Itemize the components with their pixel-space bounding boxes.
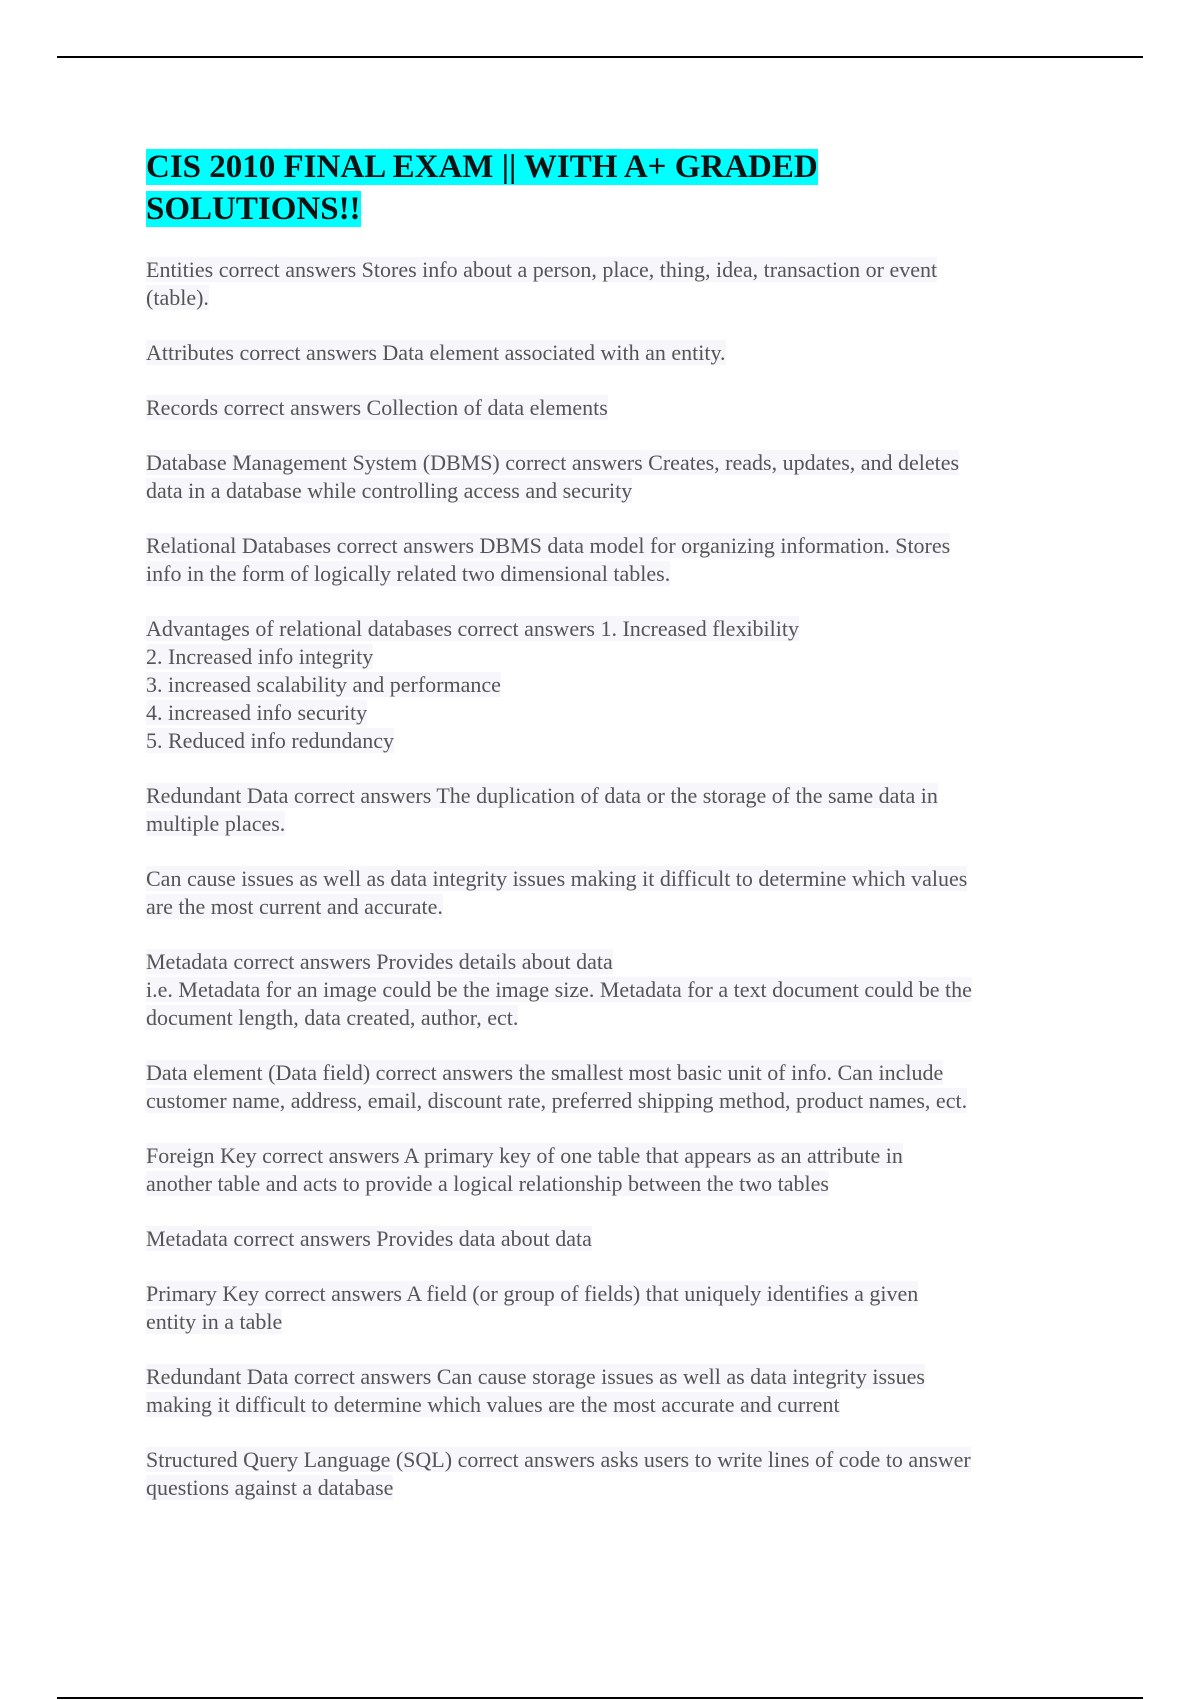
qa-entry-text: another table and acts to provide a logical relationship between the two tables [146,1171,829,1196]
qa-entry-line [146,560,1066,588]
qa-entry-text: customer name, address, email, discount rate, preferred shipping method, product names, ect. [146,1088,968,1113]
footer-rule [57,1697,1143,1699]
qa-entry-line [146,1308,1066,1336]
qa-entry [146,948,1066,1032]
qa-entry-text: Structured Query Language (SQL) correct answers asks users to write lines of code to answer [146,1447,971,1472]
qa-entry [146,532,1066,588]
qa-entry-text: Metadata correct answers Provides data about data [146,1226,592,1251]
qa-entry-line [146,643,1066,671]
qa-entry [146,339,1066,367]
qa-entry-text: Data element (Data field) correct answers the smallest most basic unit of info. Can include [146,1060,944,1085]
qa-entry-text: Advantages of relational databases correct answers 1. Increased flexibility [146,616,800,641]
qa-entry-text: 4. increased info security [146,700,368,725]
qa-entry-line [146,699,1066,727]
qa-entry-text: entity in a table [146,1309,283,1334]
qa-entry-line [146,1391,1066,1419]
qa-entry-line [146,339,1066,367]
qa-entry-list [146,256,1066,1502]
qa-entry-line [146,532,1066,560]
qa-entry-text: (table). [146,285,209,310]
qa-entry-text: Redundant Data correct answers The duplication of data or the storage of the same data in [146,783,938,808]
qa-entry-line [146,1004,1066,1032]
qa-entry-line [146,256,1066,284]
qa-entry-line [146,394,1066,422]
qa-entry-line [146,284,1066,312]
header-rule [57,56,1143,58]
qa-entry-text: 3. increased scalability and performance [146,672,501,697]
qa-entry-text: are the most current and accurate. [146,894,443,919]
qa-entry [146,256,1066,312]
qa-entry-line [146,1446,1066,1474]
qa-entry-text: Primary Key correct answers A field (or group of fields) that uniquely identifies a given [146,1281,919,1306]
qa-entry-line [146,615,1066,643]
qa-entry-text: info in the form of logically related two dimensional tables. [146,561,671,586]
document-page [146,146,1066,1529]
qa-entry-line [146,976,1066,1004]
qa-entry-text: making it difficult to determine which values are the most accurate and current [146,1392,840,1417]
qa-entry [146,865,1066,921]
qa-entry-text: Attributes correct answers Data element associated with an entity. [146,340,726,365]
qa-entry [146,1225,1066,1253]
qa-entry [146,615,1066,755]
document-title [146,146,1066,230]
qa-entry [146,394,1066,422]
qa-entry-line [146,1363,1066,1391]
qa-entry-line [146,948,1066,976]
qa-entry-line [146,1280,1066,1308]
qa-entry-line [146,810,1066,838]
qa-entry-text: Metadata correct answers Provides details about data [146,949,613,974]
qa-entry-line [146,477,1066,505]
qa-entry [146,1059,1066,1115]
qa-entry [146,449,1066,505]
qa-entry-line [146,865,1066,893]
qa-entry-line [146,1225,1066,1253]
qa-entry [146,1363,1066,1419]
qa-entry-text: Relational Databases correct answers DBMS data model for organizing information. Stores [146,533,951,558]
qa-entry-text: document length, data created, author, ect. [146,1005,519,1030]
qa-entry-line [146,1142,1066,1170]
qa-entry-text: data in a database while controlling access and security [146,478,633,503]
qa-entry-text: multiple places. [146,811,286,836]
qa-entry [146,1280,1066,1336]
qa-entry-line [146,1087,1066,1115]
qa-entry-text: 5. Reduced info redundancy [146,728,395,753]
qa-entry-text: Redundant Data correct answers Can cause storage issues as well as data integrity issues [146,1364,925,1389]
qa-entry-line [146,893,1066,921]
qa-entry-line [146,449,1066,477]
qa-entry-text: Entities correct answers Stores info about a person, place, thing, idea, transaction or event [146,257,938,282]
qa-entry-text: Foreign Key correct answers A primary key of one table that appears as an attribute in [146,1143,903,1168]
qa-entry-line [146,671,1066,699]
qa-entry-text: i.e. Metadata for an image could be the image size. Metadata for a text document could be the [146,977,972,1002]
qa-entry-line [146,727,1066,755]
qa-entry-text: 2. Increased info integrity [146,644,374,669]
qa-entry-line [146,782,1066,810]
document-title-line-1: CIS 2010 FINAL EXAM || WITH A+ GRADED [146,149,818,185]
qa-entry [146,1142,1066,1198]
qa-entry-line [146,1059,1066,1087]
document-title-line-2: SOLUTIONS!! [146,191,361,227]
qa-entry-text: Database Management System (DBMS) correct answers Creates, reads, updates, and deletes [146,450,960,475]
qa-entry [146,1446,1066,1502]
qa-entry-line [146,1170,1066,1198]
qa-entry-line [146,1474,1066,1502]
qa-entry [146,782,1066,838]
qa-entry-text: Can cause issues as well as data integrity issues making it difficult to determine which values [146,866,968,891]
qa-entry-text: Records correct answers Collection of data elements [146,395,608,420]
qa-entry-text: questions against a database [146,1475,394,1500]
